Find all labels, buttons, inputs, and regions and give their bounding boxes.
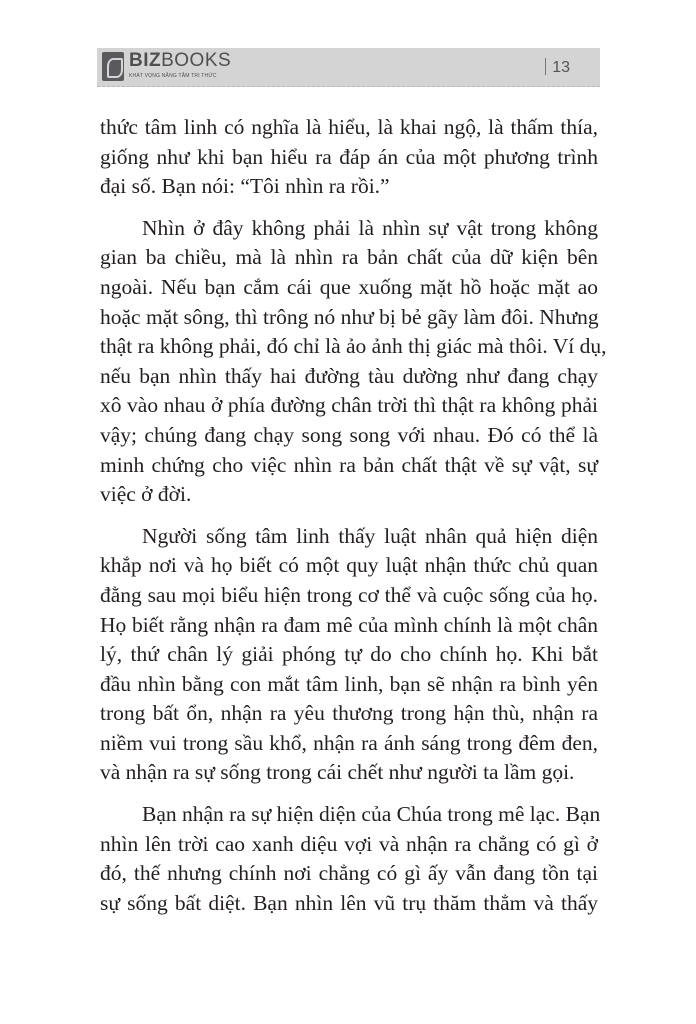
brand-light: BOOKS: [161, 50, 232, 71]
text-line: đằng sau mọi biểu hiện trong cơ thể và cuộc sống của họ.: [100, 582, 598, 607]
text-line: niềm vui trong sầu khổ, nhận ra ánh sáng trong đêm đen,: [100, 730, 598, 755]
brand-tagline: KHÁT VỌNG NÂNG TẦM TRI THỨC: [129, 73, 217, 79]
text-line: Nhìn ở đây không phải là nhìn sự vật trong không: [142, 215, 598, 240]
text-line: minh chứng cho việc nhìn ra bản chất thật về sự vật, sự: [100, 452, 598, 477]
text-line: gian ba chiều, mà là nhìn ra bản chất của dữ kiện bên: [100, 245, 598, 270]
text-line: lý, thứ chân lý giải phóng tự do cho chính họ. Khi bắt: [100, 642, 598, 667]
text-line: nếu bạn nhìn thấy hai đường tàu dường như đang chạy: [100, 363, 598, 388]
text-line: Người sống tâm linh thấy luật nhân quả hiện diện: [142, 523, 598, 548]
paragraph: [100, 113, 598, 202]
text-line: hoặc mặt sông, thì trông nó như bị bẻ gãy làm đôi. Nhưng: [100, 304, 599, 329]
text-line: sự sống bất diệt. Bạn nhìn lên vũ trụ thăm thẳm và thấy: [100, 890, 598, 915]
text-line: Họ biết rằng nhận ra đam mê của mình chính là một chân: [100, 612, 598, 637]
page-body: [100, 113, 607, 930]
text-line: đó, thế nhưng chính nơi chẳng có gì ấy vẫn đang tồn tại: [100, 861, 598, 886]
page-number: [545, 58, 570, 77]
text-line: đầu nhìn bằng con mắt tâm linh, bạn sẽ nhận ra bình yên: [100, 671, 598, 696]
divider: [545, 58, 546, 75]
text-line: và nhận ra sự sống trong cái chết như người ta lầm gọi.: [100, 760, 575, 785]
text-line: nhìn lên trời cao xanh diệu vợi và nhận ra chẳng có gì ở: [100, 831, 598, 856]
text-line: trong bất ổn, nhận ra yêu thương trong hận thù, nhận ra: [100, 701, 598, 726]
text-line: khắp nơi và họ biết có một quy luật nhận thức chủ quan: [100, 553, 598, 578]
text-line: vậy; chúng đang chạy song song với nhau. Đó có thể là: [100, 422, 598, 447]
paragraph: [100, 800, 601, 918]
text-line: thật ra không phải, đó chỉ là ảo ảnh thị giác mà thôi. Ví dụ,: [100, 334, 607, 359]
text-line: việc ở đời.: [100, 482, 192, 507]
brand-name: [129, 51, 231, 71]
page-number-value: 13: [552, 59, 570, 76]
text-line: Bạn nhận ra sự hiện diện của Chúa trong mê lạc. Bạn: [142, 802, 601, 827]
text-line: đại số. Bạn nói: “Tôi nhìn ra rồi.”: [100, 174, 390, 199]
brand-bold: BIZ: [129, 50, 162, 71]
bizbooks-logo-icon: [102, 52, 124, 81]
text-line: giống như khi bạn hiểu ra đáp án của một phương trình: [100, 144, 598, 169]
text-line: ngoài. Nếu bạn cắm cái que xuống mặt hồ hoặc mặt ao: [100, 274, 598, 299]
paragraph: [100, 522, 598, 788]
running-header: [97, 48, 600, 87]
paragraph: [100, 214, 607, 510]
text-line: thức tâm linh có nghĩa là hiểu, là khai ngộ, là thấm thía,: [100, 115, 598, 139]
text-line: xô vào nhau ở phía đường chân trời thì thật ra không phải: [100, 393, 598, 418]
